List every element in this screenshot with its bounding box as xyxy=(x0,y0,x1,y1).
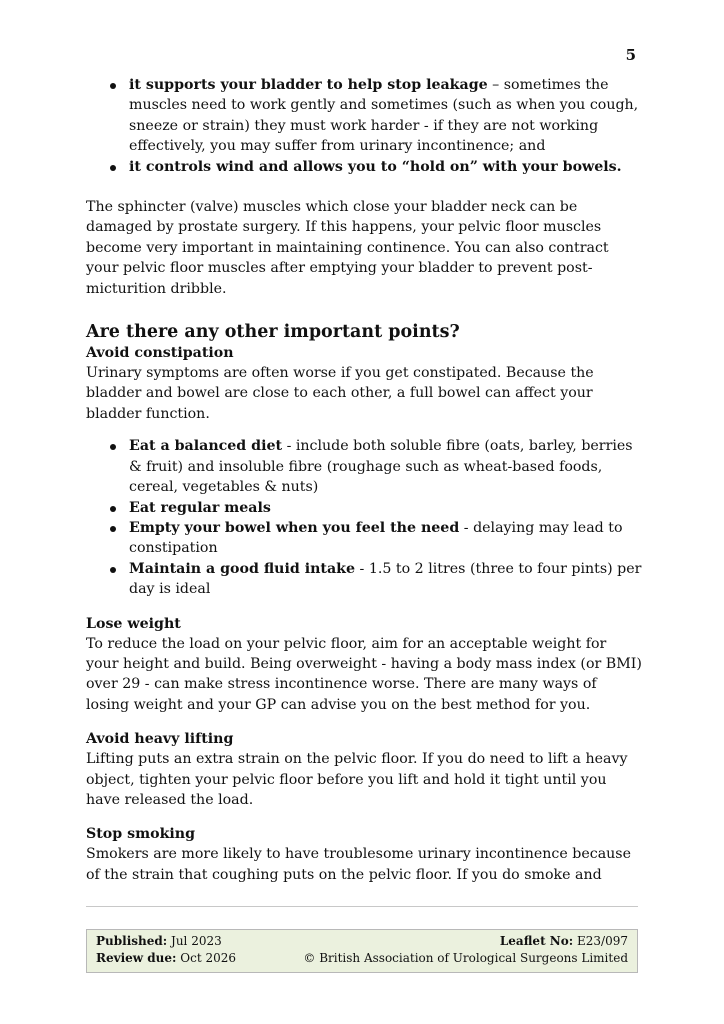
bullet-text: - include both soluble fibre (oats, barley, berries & fruit) and insoluble fibre (roughage such as wheat-based foods, cereal, vegetables & nuts) xyxy=(129,438,633,496)
bullet-text: – sometimes the muscles need to work gently and sometimes (such as when you cough, sneeze or strain) they must work harder - if they are not working effectively, you may suffer from urinary incontinence; and xyxy=(129,77,639,155)
bullet-bold: Eat regular meals xyxy=(129,499,271,516)
weight-heading: Lose weight xyxy=(86,615,181,632)
weight-paragraph: To reduce the load on your pelvic floor, aim for an acceptable weight for your height and build. Being overweight - having a body mass index (or BMI) over 29 - can make stress incontinence worse. There are many ways of losing weight and your GP can advise you on the best method for you. xyxy=(86,635,642,713)
bullet-text: - delaying may lead to constipation xyxy=(129,519,623,557)
published-info xyxy=(96,933,222,950)
constipation-heading: Avoid constipation xyxy=(86,345,234,362)
footer-box xyxy=(86,929,638,973)
footer-divider xyxy=(86,906,638,907)
bullet-bold: Maintain a good fluid intake xyxy=(129,560,356,577)
page-number: 5 xyxy=(625,46,636,64)
leaflet-info xyxy=(500,933,628,950)
smoking-paragraph: Smokers are more likely to have troublesome urinary incontinence because of the strain that coughing puts on the pelvic floor. If you do smoke and xyxy=(86,846,631,883)
bullet-bold: it supports your bladder to help stop leakage xyxy=(129,77,488,93)
bullet-bold: Eat a balanced diet xyxy=(129,438,283,455)
published-label: Published: xyxy=(96,934,168,948)
footer-row-bottom xyxy=(96,950,628,967)
sphincter-paragraph: The sphincter (valve) muscles which close your bladder neck can be damaged by prostate surgery. If this happens, your pelvic floor muscles become very important in maintaining continence. You can also contract your pelvic floor muscles after emptying your bladder to prevent post-micturition dribble. xyxy=(86,199,609,297)
diet-bullet-list xyxy=(86,436,642,599)
lifting-heading: Avoid heavy lifting xyxy=(86,731,234,748)
review-value: Oct 2026 xyxy=(176,951,237,965)
bullet-bold: it controls wind and allows you to “hold on” with your bowels. xyxy=(129,158,622,175)
bullet-text: - 1.5 to 2 litres (three to four pints) per day is ideal xyxy=(129,560,642,598)
smoking-heading: Stop smoking xyxy=(86,826,196,843)
lifting-paragraph: Lifting puts an extra strain on the pelvic floor. If you do need to lift a heavy object, tighten your pelvic floor before you lift and hold it tight until you have released the load. xyxy=(86,751,628,808)
list-item xyxy=(86,436,642,497)
bullet-bold: Empty your bowel when you feel the need xyxy=(129,519,460,536)
footer-row-top xyxy=(96,933,628,950)
intro-bullet-list xyxy=(86,75,642,177)
page-content xyxy=(86,75,642,885)
list-item xyxy=(86,498,642,518)
constipation-paragraph: Urinary symptoms are often worse if you get constipated. Because the bladder and bowel are close to each other, a full bowel can affect your bladder function. xyxy=(86,365,594,422)
review-label: Review due: xyxy=(96,951,177,965)
list-item xyxy=(86,75,642,157)
published-value: Jul 2023 xyxy=(167,934,222,948)
list-item xyxy=(86,518,642,559)
copyright-text: © British Association of Urological Surgeons Limited xyxy=(303,951,628,965)
section-heading: Are there any other important points? xyxy=(86,322,460,343)
review-info xyxy=(96,950,236,967)
leaflet-value: E23/097 xyxy=(573,934,628,948)
leaflet-label: Leaflet No: xyxy=(499,934,574,948)
list-item xyxy=(86,157,642,177)
list-item xyxy=(86,559,642,600)
